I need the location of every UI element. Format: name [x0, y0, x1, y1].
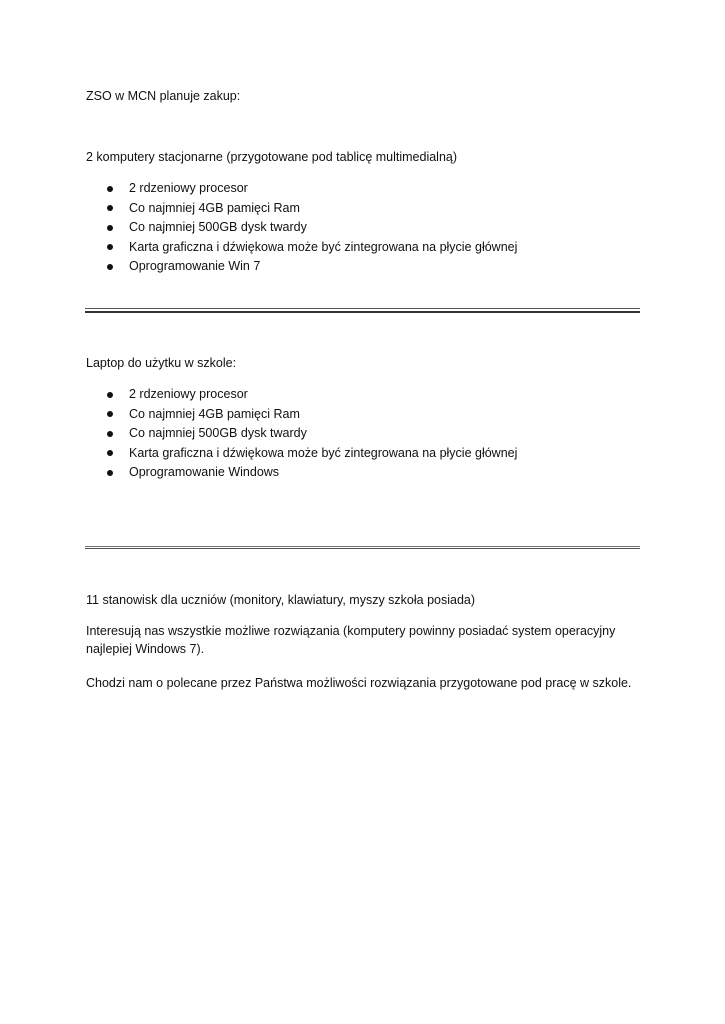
desktop-section-heading: 2 komputery stacjonarne (przygotowane pod tablicę multimedialną)	[86, 150, 458, 164]
list-item-text: Co najmniej 500GB dysk twardy	[129, 426, 307, 440]
bullet-icon	[107, 186, 113, 192]
list-item-text: 2 rdzeniowy procesor	[129, 387, 248, 401]
bullet-icon	[107, 431, 113, 437]
bullet-icon	[107, 264, 113, 270]
list-item-text: Co najmniej 4GB pamięci Ram	[129, 406, 300, 421]
list-item-text: Karta graficzna i dźwiękowa może być zintegrowana na płycie głównej	[129, 239, 518, 254]
stations-section-heading: 11 stanowisk dla uczniów (monitory, klawiatury, myszy szkoła posiada)	[86, 593, 476, 607]
section-divider	[85, 308, 640, 313]
list-item-text: Karta graficzna i dźwiękowa może być zintegrowana na płycie głównej	[129, 445, 518, 460]
list-item-text: 2 rdzeniowy procesor	[129, 181, 248, 195]
bullet-icon	[107, 411, 113, 417]
intro-text: ZSO w MCN planuje zakup:	[86, 89, 241, 103]
bullet-icon	[107, 244, 113, 250]
bullet-icon	[107, 225, 113, 231]
bullet-icon	[107, 470, 113, 476]
list-item-text: Co najmniej 4GB pamięci Ram	[129, 200, 300, 215]
solutions-paragraph: Interesują nas wszystkie możliwe rozwiązania (komputery powinny posiadać system operacyjny najlepiej Windows 7).	[86, 624, 616, 656]
list-item-text: Oprogramowanie Windows	[129, 465, 280, 479]
recommendation-paragraph: Chodzi nam o polecane przez Państwa możliwości rozwiązania przygotowane pod pracę w szkole.	[86, 676, 632, 690]
bullet-icon	[107, 450, 113, 456]
bullet-icon	[107, 392, 113, 398]
laptop-section-heading: Laptop do użytku w szkole:	[86, 356, 237, 370]
section-divider	[85, 546, 640, 549]
list-item-text: Oprogramowanie Win 7	[129, 259, 261, 273]
bullet-icon	[107, 205, 113, 211]
list-item-text: Co najmniej 500GB dysk twardy	[129, 220, 307, 234]
